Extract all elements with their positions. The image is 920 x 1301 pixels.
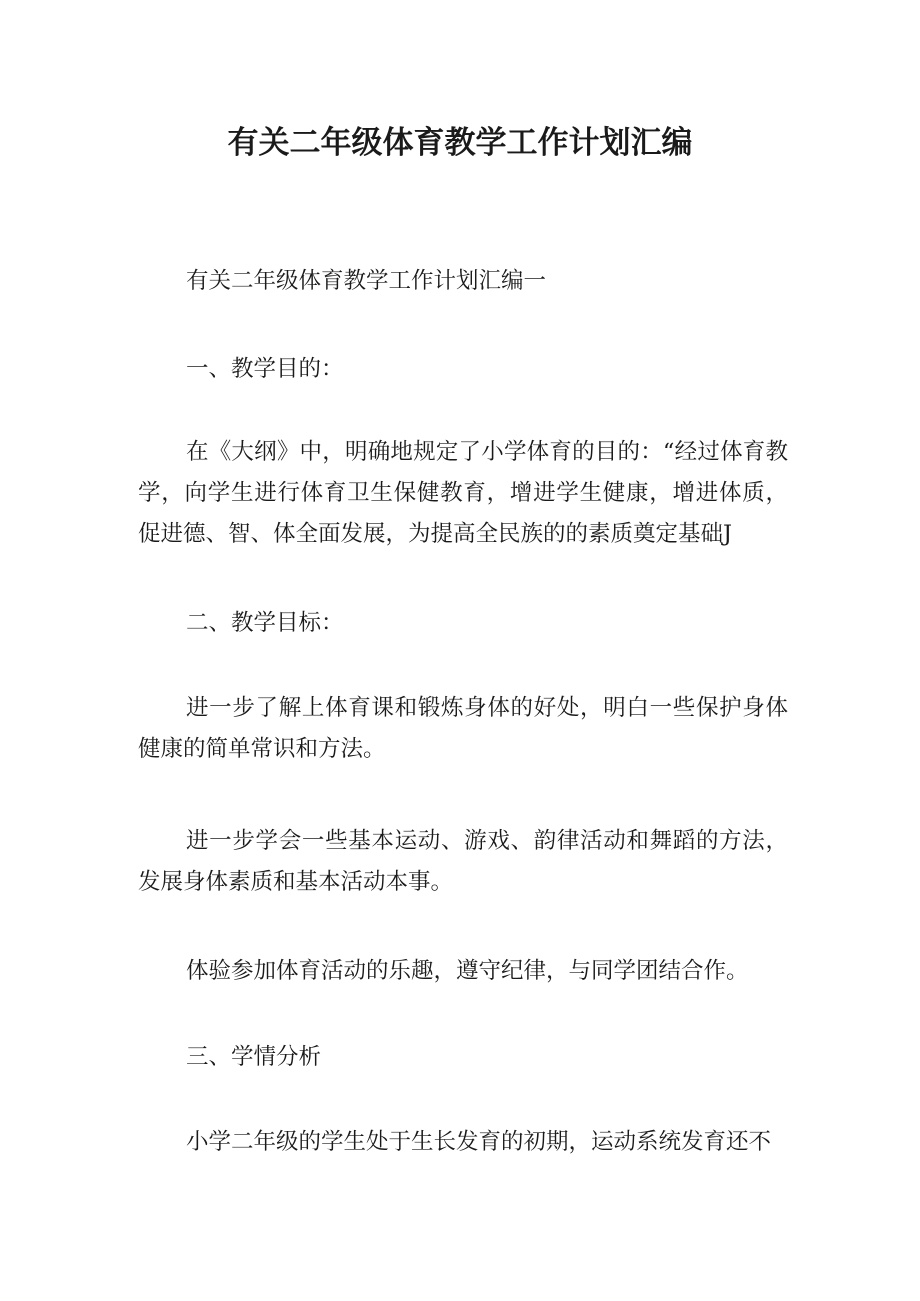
- paragraph-student-analysis: 小学二年级的学生处于生长发育的初期，运动系统发育还不: [186, 1129, 772, 1155]
- document-title: 有关二年级体育教学工作计划汇编: [227, 125, 693, 161]
- section-heading-part-one: 有关二年级体育教学工作计划汇编一: [186, 268, 547, 294]
- heading-teaching-goals: 二、教学目标：: [186, 610, 344, 636]
- paragraph-goal-health-knowledge: 进一步了解上体育课和锻炼身体的好处，明白一些保护身体健康的简单常识和方法。: [138, 695, 788, 762]
- paragraph-syllabus-purpose: 在《大纲》中，明确地规定了小学体育的目的：“经过体育教学，向学生进行体育卫生保健教育，增进学生健康，增进体质，促进德、智、体全面发展，为提高全民族的的素质奠定基础J: [138, 439, 788, 547]
- paragraph-goal-enjoyment: 体验参加体育活动的乐趣，遵守纪律，与同学团结合作。: [186, 958, 749, 984]
- heading-student-analysis: 三、学情分析: [186, 1044, 322, 1070]
- heading-teaching-purpose: 一、教学目的：: [186, 356, 344, 382]
- paragraph-goal-basic-skills: 进一步学会一些基本运动、游戏、韵律活动和舞蹈的方法，发展身体素质和基本活动本事。: [138, 828, 788, 895]
